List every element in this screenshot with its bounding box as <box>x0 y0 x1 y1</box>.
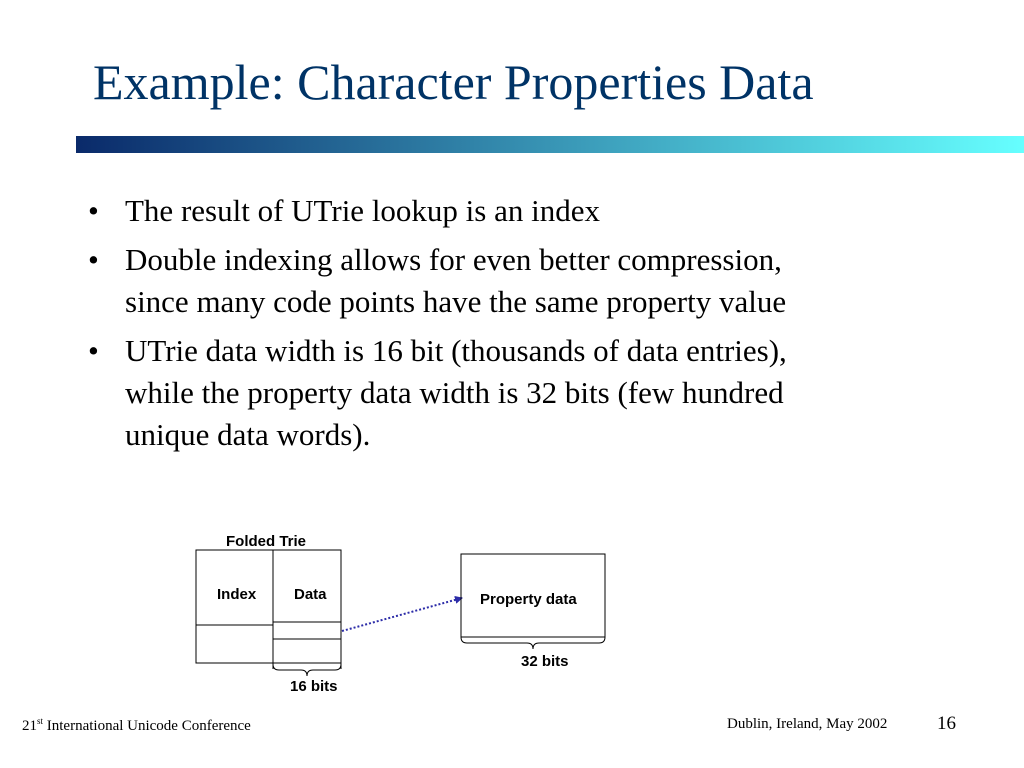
title-gradient-bar <box>76 136 1024 153</box>
property-data-label: Property data <box>480 591 577 608</box>
folded-trie-label: Folded Trie <box>226 533 307 550</box>
trie-outer-rect <box>196 550 341 663</box>
bullet-text-line: unique data words). <box>125 417 371 452</box>
trie-width-label: 16 bits <box>290 678 338 695</box>
bullet-dot: • <box>88 333 99 368</box>
bullet-dot: • <box>88 242 99 277</box>
property-width-label: 32 bits <box>521 653 569 670</box>
bullet-item <box>88 330 968 456</box>
footer-conference-name: International Unicode Conference <box>43 718 251 734</box>
bullet-item <box>88 190 968 232</box>
bullet-text-line: The result of UTrie lookup is an index <box>125 193 600 228</box>
data-selected-block <box>273 622 341 639</box>
bullet-text-line: while the property data width is 32 bits (few hundred <box>125 375 784 410</box>
trie-width-brace <box>273 664 341 676</box>
folded-trie-box <box>196 550 341 669</box>
bullet-list <box>88 190 968 463</box>
index-label: Index <box>217 586 257 603</box>
bullet-item <box>88 239 968 323</box>
bullet-text-line: UTrie data width is 16 bit (thousands of data entries), <box>125 333 787 368</box>
data-column-tail <box>273 639 341 669</box>
bullet-dot: • <box>88 193 99 228</box>
bullet-text-line: since many code points have the same property value <box>125 284 787 319</box>
slide-title: Example: Character Properties Data <box>93 54 814 110</box>
bullet-text-line: Double indexing allows for even better compression, <box>125 242 782 277</box>
page-number: 16 <box>937 713 956 734</box>
property-width-brace <box>461 637 605 649</box>
reference-arrow <box>342 598 462 631</box>
data-label: Data <box>294 586 327 603</box>
footer-conference-number: 21 <box>22 718 37 734</box>
footer-conference-ordinal: st <box>37 716 44 726</box>
footer-location-date: Dublin, Ireland, May 2002 <box>727 716 888 732</box>
property-data-box <box>461 554 605 637</box>
footer-conference <box>22 716 251 735</box>
